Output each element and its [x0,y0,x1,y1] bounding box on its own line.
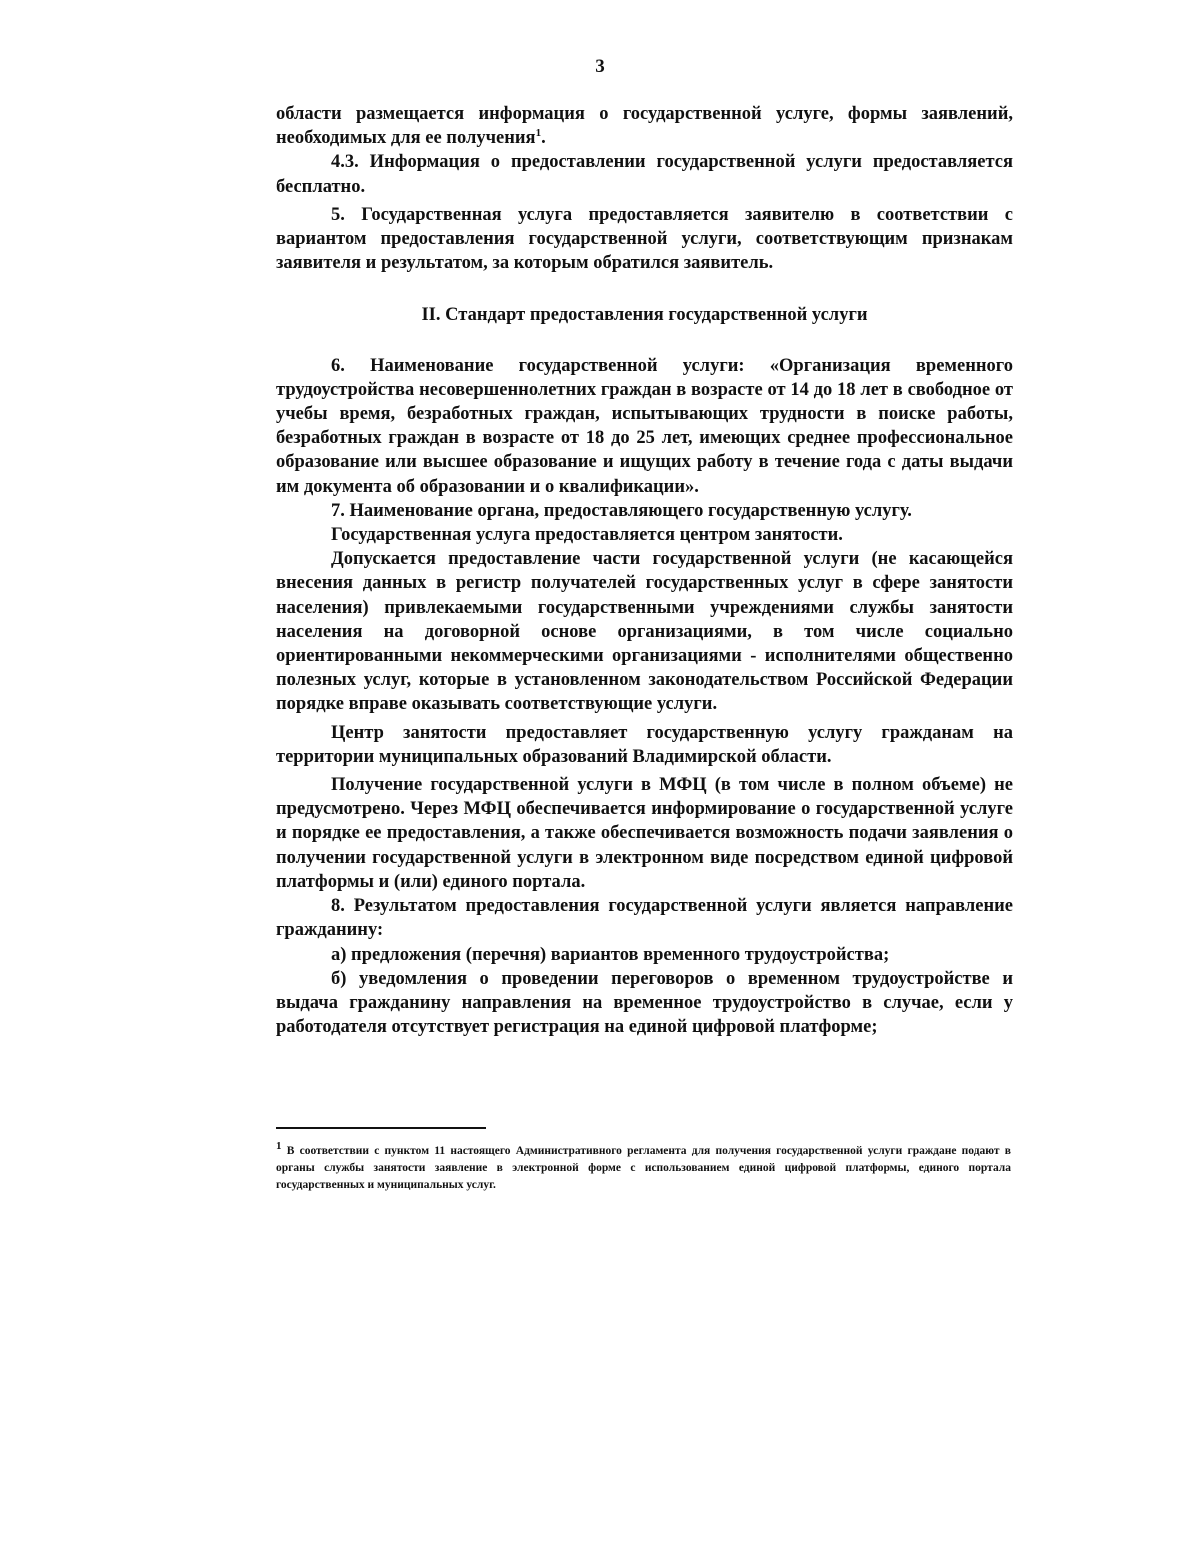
paragraph-5: 5. Государственная услуга предоставляется заявителю в соответствии с вариантом предоставления государственной услуги, соответствующим признакам заявителя и результатом, за которым обратился заявитель. [276,204,1013,274]
paragraph-8-a: а) предложения (перечня) вариантов временного трудоустройства; [331,944,890,965]
paragraph-7-territory: Центр занятости предоставляет государственную услугу гражданам на территории муниципальных образований Владимирской области. [276,722,1013,767]
paragraph-tail: . [541,128,546,149]
paragraph-4-3: 4.3. Информация о предоставлении государственной услуги предоставляется бесплатно. [276,152,1013,197]
footnote-reference[interactable]: 1 [535,127,542,140]
paragraph-6: 6. Наименование государственной услуги: «Организация временного трудоустройства несовершеннолетних граждан в возрасте от 14 до 18 лет в свободное от учебы время, безработных граждан, испытывающих трудности в поиске работы, безработных граждан в возрасте от 18 до 25 лет, имеющих среднее профессиональное образование или высшее образование и ищущих работу в течение года с даты выдачи им документа об образовании и о квалификации». [276,355,1013,497]
paragraph-8: 8. Результатом предоставления государственной услуги является направление гражданину: [276,896,1013,941]
paragraph-7-delegation: Допускается предоставление части государственной услуги (не касающейся внесения данных в регистр получателей государственных услуг в сфере занятости населения) привлекаемыми государственными учреждениями службы занятости населения на договорной основе организациями, в том числе социально ориентированными некоммерческими организациями - исполнителями общественно полезных услуг, которые в установленном законодательством Российской Федерации порядке вправе оказывать соответствующие услуги. [276,549,1013,715]
footnote-text: В соответствии с пунктом 11 настоящего Административного регламента для получения государственной услуги граждане подают в органы службы занятости заявление в электронной форме с использованием единой цифровой платформы, единого портала государственных и муниципальных услуг. [276,1145,1012,1191]
paragraph-text: области размещается информация о государственной услуге, формы заявлений, необходимых для ее получения [276,104,1013,149]
footnote [276,1140,1012,1194]
paragraph-7: 7. Наименование органа, предоставляющего государственную услугу. [331,500,912,521]
footnote-marker: 1 [276,1140,282,1153]
paragraph-7-provider: Государственная услуга предоставляется центром занятости. [331,525,843,546]
paragraph-4-2-continuation [276,102,1013,150]
footnote-divider [276,1127,486,1129]
document-body [276,102,1013,1039]
section-heading: II. Стандарт предоставления государственной услуги [421,305,868,326]
paragraph-8-b: б) уведомления о проведении переговоров о временном трудоустройстве и выдача гражданину направления на временное трудоустройство в случае, если у работодателя отсутствует регистрация на единой цифровой платформе; [276,968,1013,1038]
paragraph-7-mfc: Получение государственной услуги в МФЦ (в том числе в полном объеме) не предусмотрено. Через МФЦ обеспечивается информирование о государственной услуге и порядке ее предоставления, а также обеспечивается возможность подачи заявления о получении государственной услуги в электронном виде посредством единой цифровой платформы и (или) единого портала. [276,775,1013,892]
page-number: 3 [595,56,605,77]
